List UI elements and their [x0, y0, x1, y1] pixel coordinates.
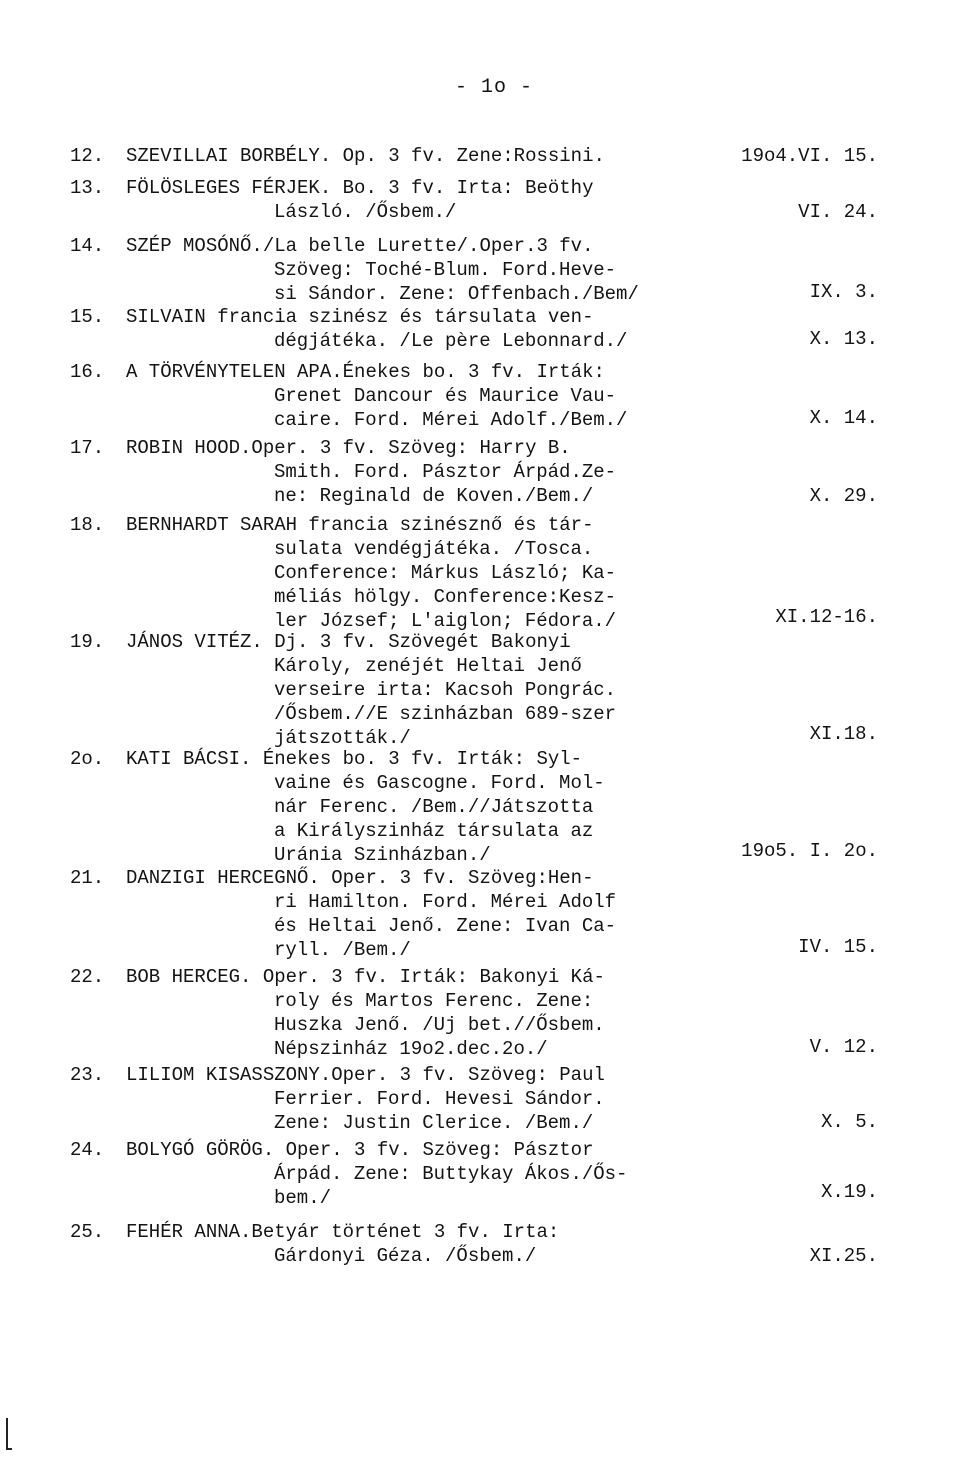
- entry-description: [126, 630, 706, 750]
- margin-mark: [6, 1418, 12, 1450]
- entry-line: LILIOM KISASSZONY.Oper. 3 fv. Szöveg: Paul: [126, 1064, 605, 1086]
- entry-number: 15.: [70, 306, 105, 328]
- entry-line: Népszinház 19o2.dec.2o./: [274, 1038, 548, 1060]
- entry-description: [126, 360, 706, 432]
- entry-date: VI. 24.: [798, 201, 878, 223]
- entry-date: X. 29.: [809, 485, 878, 507]
- entry-line: JÁNOS VITÉZ. Dj. 3 fv. Szövegét Bakonyi: [126, 631, 571, 653]
- entry-number: 25.: [70, 1221, 105, 1243]
- entry-date: 19o5. I. 2o.: [741, 840, 878, 862]
- entry-line: ri Hamilton. Ford. Mérei Adolf: [274, 891, 617, 913]
- entry-line: ROBIN HOOD.Oper. 3 fv. Szöveg: Harry B.: [126, 437, 571, 459]
- entry-line: KATI BÁCSI. Énekes bo. 3 fv. Irták: Syl-: [126, 748, 583, 770]
- entry-description: [126, 513, 706, 633]
- entry-line: játszották./: [274, 727, 411, 749]
- entry-line: /Ősbem.//E szinházban 689-szer: [274, 703, 617, 725]
- entry-description: [126, 1138, 706, 1210]
- entry-description: [126, 436, 706, 508]
- entry-number: 17.: [70, 437, 105, 459]
- entry-line: caire. Ford. Mérei Adolf./Bem./: [274, 409, 628, 431]
- entry-date: V. 12.: [809, 1036, 878, 1058]
- entry-date: 19o4.VI. 15.: [741, 145, 878, 167]
- entry-date: IX. 3.: [809, 281, 878, 303]
- entry-description: [126, 965, 706, 1061]
- entry-line: Huszka Jenő. /Uj bet.//Ősbem.: [274, 1014, 605, 1036]
- page-number: - 1o -: [455, 76, 534, 99]
- entry-number: 24.: [70, 1139, 105, 1161]
- entry-line: a Királyszinház társulata az: [274, 820, 594, 842]
- entry-line: SILVAIN francia szinész és társulata ven-: [126, 306, 594, 328]
- entry-date: X. 5.: [820, 1111, 878, 1133]
- entry-line: FÖLÖSLEGES FÉRJEK. Bo. 3 fv. Irta: Beöthy: [126, 177, 594, 199]
- entry-line: si Sándor. Zene: Offenbach./Bem/: [274, 283, 639, 305]
- entry-description: [126, 176, 706, 224]
- entry-line: bem./: [274, 1187, 332, 1209]
- entry-line: Smith. Ford. Pásztor Árpád.Ze-: [274, 461, 617, 483]
- entry-date: X. 13.: [809, 328, 878, 350]
- entry-line: méliás hölgy. Conference:Kesz-: [274, 586, 617, 608]
- entry-number: 14.: [70, 235, 105, 257]
- entry-line: FEHÉR ANNA.Betyár történet 3 fv. Irta:: [126, 1221, 560, 1243]
- entry-description: [126, 1063, 706, 1135]
- entry-line: SZEVILLAI BORBÉLY. Op. 3 fv. Zene:Rossini.: [126, 145, 605, 167]
- entry-number: 23.: [70, 1064, 105, 1086]
- entry-line: Conference: Márkus László; Ka-: [274, 562, 617, 584]
- entry-description: [126, 305, 706, 353]
- entry-line: ryll. /Bem./: [274, 939, 411, 961]
- entry-line: Gárdonyi Géza. /Ősbem./: [274, 1245, 537, 1267]
- entry-line: nár Ferenc. /Bem.//Játszotta: [274, 796, 594, 818]
- entry-number: 12.: [70, 145, 105, 167]
- entry-date: XI.18.: [809, 723, 878, 745]
- entry-line: Árpád. Zene: Buttykay Ákos./Ős-: [274, 1163, 628, 1185]
- entry-date: IV. 15.: [798, 936, 878, 958]
- entry-number: 13.: [70, 177, 105, 199]
- entry-line: Grenet Dancour és Maurice Vau-: [274, 385, 617, 407]
- entry-line: SZÉP MOSÓNŐ./La belle Lurette/.Oper.3 fv.: [126, 235, 594, 257]
- entry-line: A TÖRVÉNYTELEN APA.Énekes bo. 3 fv. Irták:: [126, 361, 605, 383]
- entry-date: XI.25.: [809, 1245, 878, 1267]
- entry-line: DANZIGI HERCEGNŐ. Oper. 3 fv. Szöveg:Hen-: [126, 867, 594, 889]
- entry-line: vaine és Gascogne. Ford. Mol-: [274, 772, 605, 794]
- entry-line: roly és Martos Ferenc. Zene:: [274, 990, 594, 1012]
- entry-number: 22.: [70, 966, 105, 988]
- entry-line: sulata vendégjátéka. /Tosca.: [274, 538, 594, 560]
- entry-number: 18.: [70, 514, 105, 536]
- entry-line: Szöveg: Toché-Blum. Ford.Heve-: [274, 259, 617, 281]
- entry-line: Ferrier. Ford. Hevesi Sándor.: [274, 1088, 605, 1110]
- entry-line: dégjátéka. /Le père Lebonnard./: [274, 330, 628, 352]
- entry-line: BOB HERCEG. Oper. 3 fv. Irták: Bakonyi Ká-: [126, 966, 605, 988]
- entry-number: 21.: [70, 867, 105, 889]
- entry-line: verseire irta: Kacsoh Pongrác.: [274, 679, 617, 701]
- entry-date: XI.12-16.: [775, 606, 878, 628]
- entry-number: 19.: [70, 631, 105, 653]
- entry-line: Uránia Szinházban./: [274, 844, 491, 866]
- entry-line: ne: Reginald de Koven./Bem./: [274, 485, 594, 507]
- entry-line: László. /Ősbem./: [274, 201, 457, 223]
- entry-date: X.19.: [820, 1181, 878, 1203]
- entry-number: 2o.: [70, 748, 105, 770]
- entry-description: [126, 144, 706, 168]
- entry-number: 16.: [70, 361, 105, 383]
- entry-line: Károly, zenéjét Heltai Jenő: [274, 655, 582, 677]
- entry-date: X. 14.: [809, 407, 878, 429]
- entry-description: [126, 1220, 706, 1268]
- entry-line: BERNHARDT SARAH francia szinésznő és tár-: [126, 514, 594, 536]
- entry-line: Zene: Justin Clerice. /Bem./: [274, 1112, 594, 1134]
- entry-description: [126, 866, 706, 962]
- entry-line: és Heltai Jenő. Zene: Ivan Ca-: [274, 915, 617, 937]
- entry-line: ler József; L'aiglon; Fédora./: [274, 610, 617, 632]
- entry-line: BOLYGÓ GÖRÖG. Oper. 3 fv. Szöveg: Pásztor: [126, 1139, 594, 1161]
- entry-description: [126, 747, 706, 867]
- entry-description: [126, 234, 706, 306]
